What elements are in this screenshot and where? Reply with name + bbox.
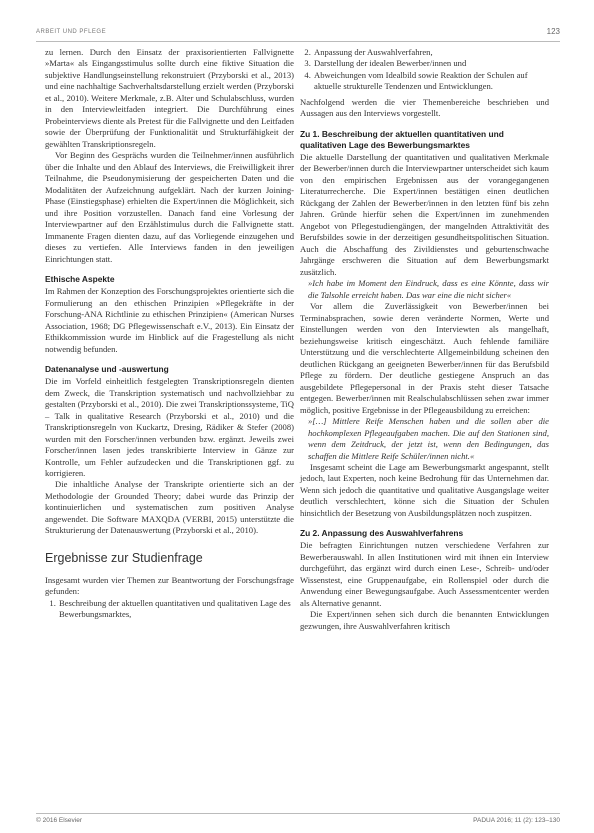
running-title: ARBEIT UND PFLEGE — [36, 29, 107, 35]
page-number: 123 — [546, 27, 560, 36]
paragraph: Vor Beginn des Gesprächs wurden die Teilnehmer/innen ausführlich über die Inhalte und den Ablauf des Interviews, die Freiwilligkeit ihrer Teilnahme, die Pseudonymisierung der gespeicherten Daten und die Modalitäten der Aufzeichnung aufgeklärt. Nach der kurzen Joining-Phase (Einstiegsphase) erhielten die Expert/innen die Möglichkeit, sich und ihre Position vorzustellen. Danach fand eine Vorlesung der Interviewpartner auf den Erzählstimulus durch die Fallvignette statt. Immanente Fragen dienten dazu, auf das Vorliegende einzugehen und dieses zu vertiefen. Alle Interviews fanden in den jeweiligen Einrichtungen statt. — [45, 150, 294, 264]
paragraph: Die aktuelle Darstellung der quantitativen und qualitativen Merkmale der Bewerber/innen durch die Interviewpartner unterscheidet sich kaum von den empirischen Ergebnissen aus der vorangegangenen Literaturrecherche. Die Expert/innen bestätigen einen deutlichen Rückgang der Zahlen der Bewerber/innen in den letzten fünf bis zehn Jahren. Gründe hierfür sehen die Expert/innen im zunehmenden Angebot von Pflegestudiengängen, der mangelnden Attraktivität des Berufsbildes sowie in der derzeitigen gesundheitspolitischen Situation. Auch die Abschaffung des Zivildienstes und geburtenschwache Jahrgänge erschweren die Situation auf dem Bewerbungsmarkt zusätzlich. — [300, 151, 549, 277]
paragraph: Insgesamt scheint die Lage am Bewerbungsmarkt angespannt, stellt jedoch, laut Experten, noch keine Bedrohung für das Unternehmen dar. Wenn sich jedoch die quantitative und qualitative Ausgangslage weiter deutlich verschlechtert, könne sich die Situation der Schulen hinsichtlich der Besetzung von Ausbildungsplätzen noch zuspitzen. — [300, 461, 549, 518]
list-item: 4. Abweichungen vom Idealbild sowie Reaktion der Schulen auf aktuelle strukturelle Tendenzen und Entwicklungen. — [313, 70, 549, 93]
right-column — [300, 47, 549, 632]
paragraph: Die befragten Einrichtungen nutzen verschiedene Verfahren zur Bewerberauswahl. In allen Institutionen wird mit ihnen ein Interview durchgeführt, das ergänzt wird durch einen Lese-, Schreib- und/oder Wissenstest, eine Gruppenaufgabe, ein Rollenspiel oder durch die Anwendung einer Bewegungsaufgabe. Auch Assessmentcenter werden als Alternative genannt. — [300, 540, 549, 608]
results-heading: Ergebnisse zur Studienfrage — [45, 550, 203, 565]
header-rule — [36, 41, 560, 42]
section-heading-zu1: Zu 1. Beschreibung der aktuellen quantitativen und qualitativen Lage des Bewerbungsmarktes — [300, 128, 504, 150]
section-heading-zu2: Zu 2. Anpassung des Auswahlverfahrens — [300, 528, 464, 539]
footer-publisher: © 2016 Elsevier — [36, 817, 82, 824]
interview-quote: »Ich habe im Moment den Eindruck, dass es eine Könnte, dass wir die Talsohle erreicht haben. Das war eine die nicht sicher« — [308, 278, 549, 300]
section-heading-datenanalyse: Datenanalyse und -auswertung — [45, 364, 169, 375]
paragraph: Vor allem die Zuverlässigkeit von Bewerber/innen bei Terminabsprachen, sowie deren veränderte Normen, Werte und Einstellungen werden von den Interviewten als mangelhaft, beziehungsweise kritisch eingeschätzt. Auch fehlende familiäre Unterstützung und die verschlechterte Allgemeinbildung scheinen den deutlichen Rückgang an geeigneten Bewerber/innen für das Berufsbild Pflege zu fördern. Der deutliche gestiegene Anspruch an das ausgebildete Pflegepersonal in der Praxis steht dieser Tatsache entgegen. Bewerber/innen mit Realschulabschlüssen sehen zwar immer möglich, positive Ergebnisse in der Pflegeausbildung zu erreichen: — [300, 301, 549, 415]
paragraph: Im Rahmen der Konzeption des Forschungsprojektes orientierte sich die Formulierung an den ethischen Prinzipien »Pflegekräfte in der Forschung-ANA Richtlinie zu ethischen Prinzipien« (American Nurses Association, 1968; DG Pflegewissenschaft e.V., 2013). Ein Einsatz der Ethikkommission wurde im Hinblick auf die Fragestellung als nicht notwendig befunden. — [45, 286, 294, 354]
footer-rule — [36, 813, 560, 814]
footer-citation: PADUA 2016; 11 (2): 123–130 — [473, 817, 560, 824]
paragraph: Die im Vorfeld einheitlich festgelegten Transkriptionsregeln dienten dem Zweck, die Transkription systematisch und nachvollziehbar zu gestalten (Przyborski et al., 2010). Die zwei Transkriptionssysteme, TiQ – Talk in qualitative Research (Przyborski et al., 2010) und die Transkriptionsregeln von Kuckartz, Dresing, Rädiker & Stefer (2008) wurden mit den Forscher/innen verbunden bzw. ergänzt. Jeweils zwei Forscher/innen lasen jedes transkribierte Interview in Gänze zur Kontrolle, um Fehler aufzudecken und die Transkriptionen ggf. zu korrigieren. — [45, 376, 294, 478]
findings-list-continued — [300, 47, 549, 93]
section-heading-ethik: Ethische Aspekte — [45, 274, 115, 285]
left-column — [45, 47, 294, 621]
paragraph: Insgesamt wurden vier Themen zur Beantwortung der Forschungsfrage gefunden: — [45, 574, 294, 597]
paragraph: Die Expert/innen sehen sich durch die benannten Entwicklungen gezwungen, ihre Auswahlverfahren kritisch — [300, 609, 549, 631]
paragraph: Nachfolgend werden die vier Themenbereiche beschrieben und Aussagen aus den Interviews vorgestellt. — [300, 96, 549, 119]
list-item: 1. Beschreibung der aktuellen quantitativen und qualitativen Lage des Bewerbungsmarktes, — [58, 598, 294, 621]
list-item: 2. Anpassung der Auswahlverfahren, — [313, 47, 549, 58]
paragraph: Die inhaltliche Analyse der Transkripte orientierte sich an der Methodologie der Grounded Theory; dabei wurde das Prinzip der kontinuierlichen und systematischen zum positiven Analyse angewendet. Die Software MAXQDA (VERBI, 2015) unterstützte die Strukturierung der Datenauswertung (Przyborski et al., 2010). — [45, 479, 294, 536]
paragraph: zu lernen. Durch den Einsatz der praxisorientierten Fallvignette »Marta« als Eingangsstimulus sollte durch eine fiktive Situation die subjektive Handlungseinstellung rekonstruiert (Przyborski et al., 2013) und eine nachhaltige Sachverhaltsdarstellung erzielt werden (Przyborski et al., 2010). Weitere Merkmale, z.B. Alter und Schulabschluss, wurden in den Interviewleitfaden integriert. Die Durchführung eines Probeinterviews diente als Pretest für die Fallvignette und den Leitfaden sowie der Überprüfung der Funktionalität und Strukturfähigkeit der gewählten Transkriptionsregeln. — [45, 47, 294, 149]
list-item: 3. Darstellung der idealen Bewerber/innen und — [313, 58, 549, 69]
findings-list — [45, 598, 294, 621]
interview-quote: »[…] Mittlere Reife Menschen haben und die sollen aber die hochkomplexen Pflegeaufgaben machen. Die auf den Stationen sind, wenn dem Zeitdruck, der jetzt ist, wenn den Bedingungen, das schaffen die Mittlere Reife Schüler/innen nicht.« — [308, 416, 549, 461]
